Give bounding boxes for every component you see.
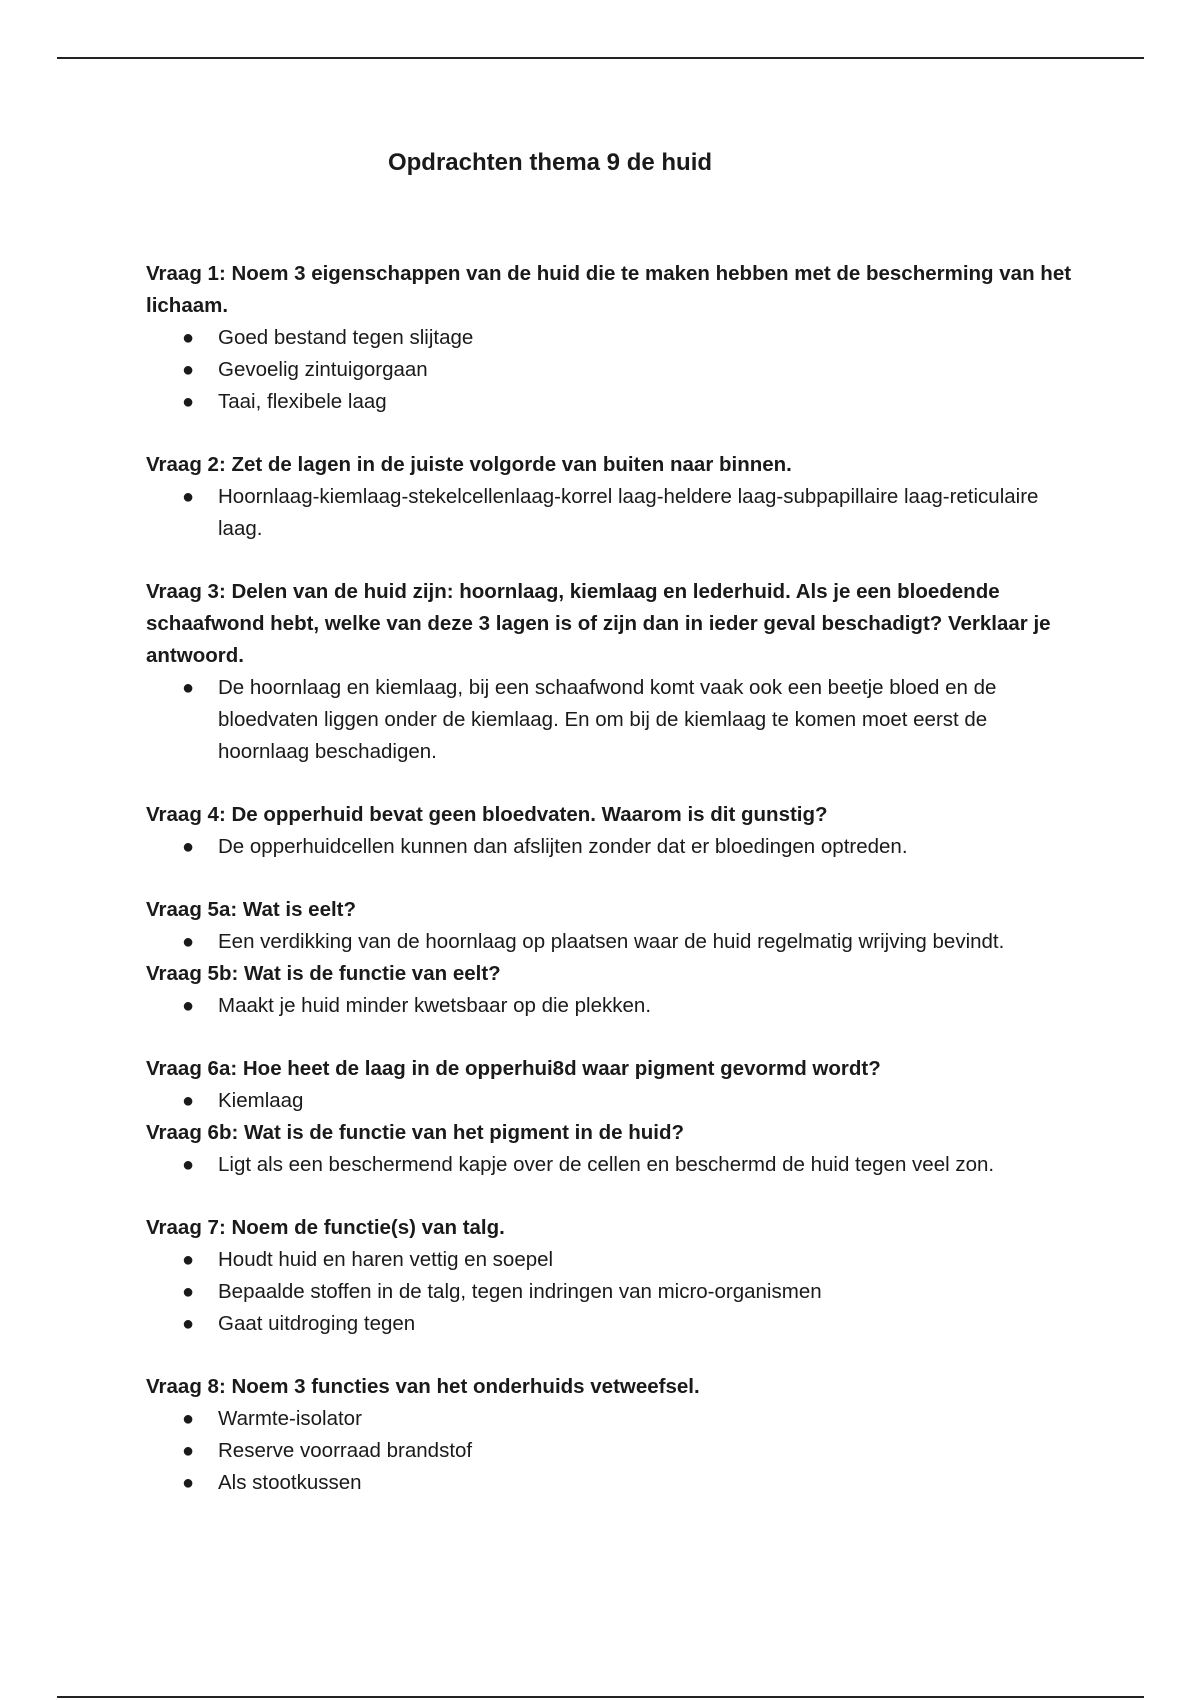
- question-text: Vraag 8: Noem 3 functies van het onderhuids vetweefsel.: [146, 1375, 700, 1398]
- question-block: [146, 576, 1076, 768]
- question-block: [146, 894, 1076, 958]
- answer-item: [146, 386, 1076, 418]
- answer-text: Een verdikking van de hoornlaag op plaatsen waar de huid regelmatig wrijving bevindt.: [218, 930, 1005, 953]
- answer-text: Goed bestand tegen slijtage: [218, 326, 474, 349]
- answer-list: [146, 831, 1076, 863]
- bullet-icon: ●: [182, 931, 195, 953]
- spacer: [146, 418, 1076, 449]
- answer-list: [146, 1085, 1076, 1117]
- answer-list: [146, 926, 1076, 958]
- bullet-icon: ●: [182, 995, 195, 1017]
- answer-list: [146, 990, 1076, 1022]
- answer-item: [146, 831, 1076, 863]
- spacer: [146, 1181, 1076, 1212]
- question-block: [146, 1117, 1076, 1181]
- bullet-icon: ●: [182, 1154, 195, 1176]
- bullet-icon: ●: [182, 1472, 195, 1494]
- top-rule: [57, 57, 1144, 59]
- question-block: [146, 1212, 1076, 1340]
- answer-text: Gevoelig zintuigorgaan: [218, 358, 428, 381]
- bullet-icon: ●: [182, 677, 195, 699]
- answer-list: [146, 322, 1076, 418]
- question-block: [146, 1053, 1076, 1117]
- answer-item: [146, 481, 1076, 545]
- answer-text: De hoornlaag en kiemlaag, bij een schaafwond komt vaak ook een beetje bloed en de bloedvaten liggen onder de kiemlaag. En om bij de kiemlaag te komen moet eerst de hoornlaag beschadigen.: [218, 676, 997, 763]
- answer-text: Hoornlaag-kiemlaag-stekelcellenlaag-korrel laag-heldere laag-subpapillaire laag-reticulaire laag.: [218, 485, 1039, 540]
- question-block: [146, 449, 1076, 545]
- answer-text: Reserve voorraad brandstof: [218, 1439, 473, 1462]
- bottom-rule: [57, 1696, 1144, 1698]
- question-block: [146, 258, 1076, 418]
- question-text: Vraag 4: De opperhuid bevat geen bloedvaten. Waarom is dit gunstig?: [146, 803, 828, 826]
- document-title: Opdrachten thema 9 de huid: [387, 149, 713, 176]
- answer-item: [146, 1085, 1076, 1117]
- bullet-icon: ●: [182, 1281, 195, 1303]
- answer-text: Als stootkussen: [218, 1471, 362, 1494]
- bullet-icon: ●: [182, 836, 195, 858]
- answer-item: [146, 926, 1076, 958]
- spacer: [146, 768, 1076, 799]
- bullet-icon: ●: [182, 1249, 195, 1271]
- bullet-icon: ●: [182, 1090, 195, 1112]
- answer-item: [146, 322, 1076, 354]
- bullet-icon: ●: [182, 391, 195, 413]
- question-text: Vraag 1: Noem 3 eigenschappen van de huid die te maken hebben met de bescherming van het lichaam.: [146, 262, 1072, 317]
- bullet-icon: ●: [182, 486, 195, 508]
- answer-list: [146, 1244, 1076, 1340]
- answer-text: Warmte-isolator: [218, 1407, 362, 1430]
- question-text: Vraag 2: Zet de lagen in de juiste volgorde van buiten naar binnen.: [146, 453, 792, 476]
- answer-text: Kiemlaag: [218, 1089, 304, 1112]
- answer-text: Taai, flexibele laag: [218, 390, 387, 413]
- answer-item: [146, 354, 1076, 386]
- answer-item: [146, 1435, 1076, 1467]
- question-block: [146, 799, 1076, 863]
- answer-item: [146, 672, 1076, 768]
- answer-text: Houdt huid en haren vettig en soepel: [218, 1248, 554, 1271]
- answer-text: Ligt als een beschermend kapje over de cellen en beschermd de huid tegen veel zon.: [218, 1153, 995, 1176]
- answer-text: Bepaalde stoffen in de talg, tegen indringen van micro-organismen: [218, 1280, 822, 1303]
- answer-item: [146, 1403, 1076, 1435]
- question-block: [146, 1371, 1076, 1499]
- answer-text: De opperhuidcellen kunnen dan afslijten zonder dat er bloedingen optreden.: [218, 835, 908, 858]
- question-text: Vraag 6b: Wat is de functie van het pigment in de huid?: [146, 1121, 684, 1144]
- bullet-icon: ●: [182, 1440, 195, 1462]
- answer-item: [146, 990, 1076, 1022]
- bullet-icon: ●: [182, 1408, 195, 1430]
- spacer: [146, 545, 1076, 576]
- answer-text: Gaat uitdroging tegen: [218, 1312, 416, 1335]
- bullet-icon: ●: [182, 327, 195, 349]
- question-text: Vraag 5a: Wat is eelt?: [146, 898, 357, 921]
- answer-text: Maakt je huid minder kwetsbaar op die plekken.: [218, 994, 652, 1017]
- answer-item: [146, 1276, 1076, 1308]
- answer-list: [146, 672, 1076, 768]
- bullet-icon: ●: [182, 359, 195, 381]
- document-body: [146, 258, 1076, 1499]
- spacer: [146, 1022, 1076, 1053]
- spacer: [146, 863, 1076, 894]
- question-block: [146, 958, 1076, 1022]
- answer-list: [146, 1403, 1076, 1499]
- answer-list: [146, 1149, 1076, 1181]
- answer-item: [146, 1244, 1076, 1276]
- question-text: Vraag 6a: Hoe heet de laag in de opperhui8d waar pigment gevormd wordt?: [146, 1057, 881, 1080]
- bullet-icon: ●: [182, 1313, 195, 1335]
- question-text: Vraag 7: Noem de functie(s) van talg.: [146, 1216, 505, 1239]
- spacer: [146, 1340, 1076, 1371]
- question-text: Vraag 5b: Wat is de functie van eelt?: [146, 962, 501, 985]
- answer-item: [146, 1467, 1076, 1499]
- answer-item: [146, 1308, 1076, 1340]
- answer-item: [146, 1149, 1076, 1181]
- question-text: Vraag 3: Delen van de huid zijn: hoornlaag, kiemlaag en lederhuid. Als je een bloedende schaafwond hebt, welke van deze 3 lagen is of zijn dan in ieder geval beschadigt? Verklaar je antwoord.: [146, 580, 1051, 667]
- answer-list: [146, 481, 1076, 545]
